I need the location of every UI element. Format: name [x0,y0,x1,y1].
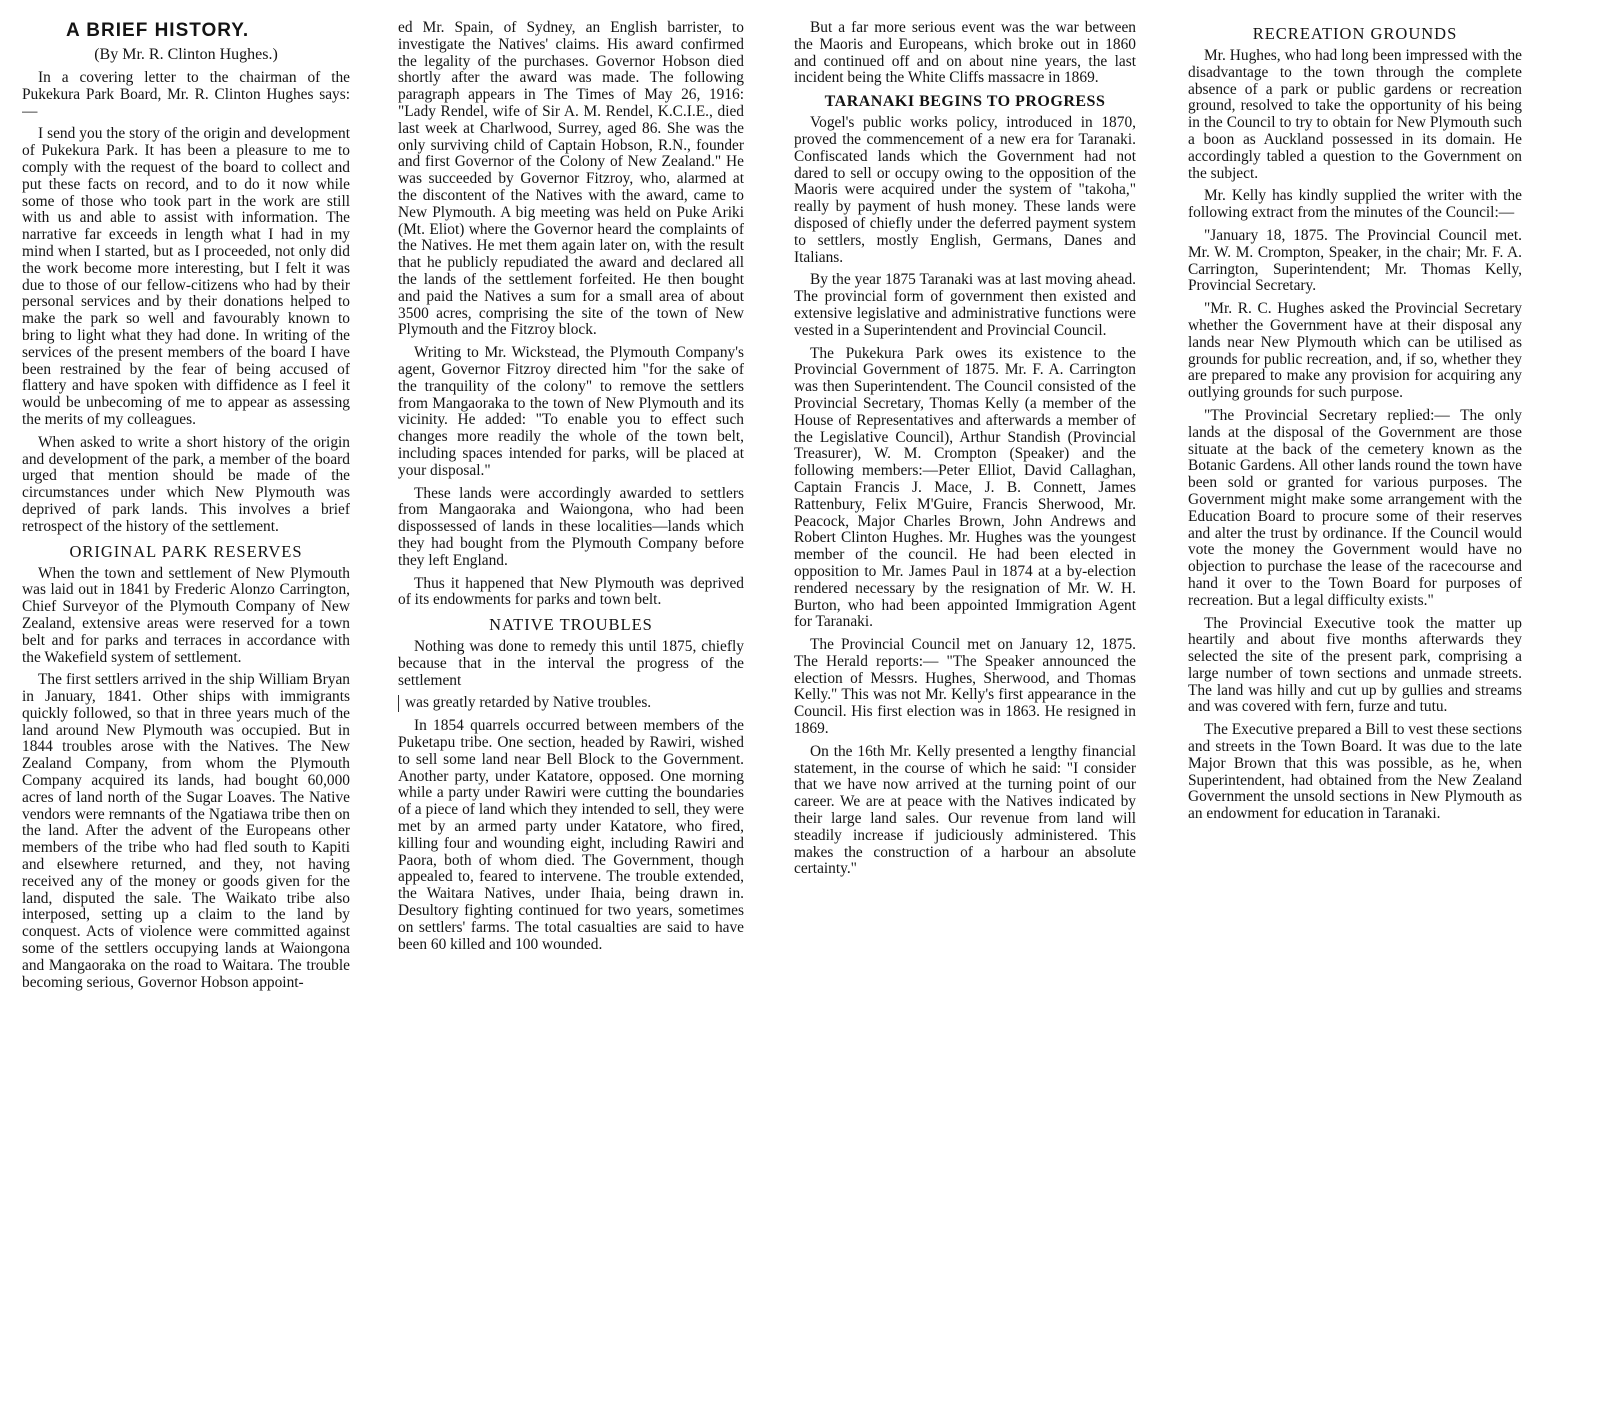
article-title: A BRIEF HISTORY. [66,20,250,41]
paragraph: Nothing was done to remedy this until 1875, chiefly because that in the interval the progress of the settlement [398,638,744,689]
paragraph: By the year 1875 Taranaki was at last moving ahead. The provincial form of government then existed and extensive legislative and administrative functions were vested in a Superintendent and Provincial Council. [794,271,1136,339]
paragraph: "January 18, 1875. The Provincial Council met. Mr. W. M. Crompton, Speaker, in the chair; Mr. F. A. Carrington, Superintendent; Mr. Thomas Kelly, Provincial Secretary. [1188,226,1522,295]
section-heading: RECREATION GROUNDS [1252,24,1458,43]
paragraph: The Pukekura Park owes its existence to the Provincial Government of 1875. Mr. F. A. Carrington was then Superintendent. The Council consisted of the Provincial Secretary, Thomas Kelly (a member of the House of Representatives and afterwards a member of the Legislative Council), Arthur Standish (Provincial Treasurer), W. M. Crompton (Speaker) and the following members:—Peter Elliot, David Callaghan, Captain Francis J. Mace, J. B. Connett, James Rattenbury, Felix M'Guire, Francis Sherwood, Mr. Peacock, Major Charles Brown, John Andrews and Robert Clinton Hughes. Mr. Hughes was the youngest member of the council. He had been elected in opposition to Mr. James Paul in 1874 at a by-election rendered necessary by the resignation of Mr. W. H. Burton, who had been appointed Immigration Agent for Taranaki. [794,344,1136,631]
paragraph: ed Mr. Spain, of Sydney, an English barrister, to investigate the Natives' claims. His award confirmed the legality of the purchases. Governor Hobson died shortly after the award was made. The following paragraph appears in The Times of May 26, 1916: "Lady Rendel, wife of Sir A. M. Rendel, K.C.I.E., died last week at Charlwood, Surrey, aged 86. She was the only surviving child of Captain Hobson, R.N., founder and first Governor of the Colony of New Zealand." He was succeeded by Governor Fitzroy, who, alarmed at the discontent of the Natives with the award, came to New Plymouth. A big meeting was held on Puke Ariki (Mt. Eliot) where the Governor heard the complaints of the Natives. He met them again later on, with the result that he publicly repudiated the award and declared all the lands of the settlement forfeited. He then bought and paid the Natives a sum for a small area of about 3500 acres, comprising the site of the town of New Plymouth and the Fitzroy block. [398,20,744,339]
paragraph: In 1854 quarrels occurred between members of the Puketapu tribe. One section, headed by Rawiri, wished to sell some land near Bell Block to the Government. Another party, under Katatore, opposed. One morning while a party under Rawiri were cutting the boundaries of a piece of land which they intended to sell, they were met by an armed party under Katatore, who fired, killing four and wounding eight, including Rawiri and Paora, both of whom died. The Government, though appealed to, feared to intervene. The trouble extended, the Waitara Natives, under Ihaia, being drawn in. Desultory fighting continued for two years, sometimes on settlers' farms. The total casualties are said to have been 60 killed and 100 wounded. [398,717,744,953]
column-4 [1188,20,1522,829]
section-heading: TARANAKI BEGINS TO PROGRESS [824,93,1106,111]
paragraph: On the 16th Mr. Kelly presented a lengthy financial statement, in the course of which he said: "I consider that we have now arrived at the turning point of our career. We are at peace with the Natives indicated by their large land sales. Our revenue from land will steadily increase if judiciously administered. This makes the construction of a harbour an absolute certainty." [794,742,1136,878]
paragraph: The Executive prepared a Bill to vest these sections and streets in the Town Board. It was due to the late Major Brown that this was possible, as he, when Superintendent, had obtained from the New Zealand Government the unsold sections in New Plymouth as an endowment for education in Taranaki. [1188,721,1522,823]
column-4-body [1188,24,1522,823]
paragraph: Vogel's public works policy, introduced in 1870, proved the commencement of a new era for Taranaki. Confiscated lands which the Government had not dared to sell or occupy owing to the opposition of the Maoris were acquired under the system of "takoha," really by payment of hush money. These lands were disposed of chiefly under the deferred payment system to settlers, mostly English, Germans, Danes and Italians. [794,114,1136,266]
paragraph: The Provincial Council met on January 12, 1875. The Herald reports:— "The Speaker announced the election of Messrs. Hughes, Sherwood, and Thomas Kelly." This was not Mr. Kelly's first appearance in the Council. His first election was in 1863. He resigned in 1869. [794,636,1136,738]
section-heading: ORIGINAL PARK RESERVES [69,541,303,561]
section-heading: NATIVE TROUBLES [489,615,653,635]
paragraph: Thus it happened that New Plymouth was deprived of its endowments for parks and town belt. [398,574,744,609]
paragraph: The first settlers arrived in the ship William Bryan in January, 1841. Other ships with immigrants quickly followed, so that in three years much of the land around New Plymouth was occupied. But in 1844 troubles arose with the Natives. The New Zealand Company, from whom the Plymouth Company acquired its lands, had bought 60,000 acres of land north of the Sugar Loaves. The Native vendors were remnants of the Ngatiawa tribe then on the land. After the advent of the Europeans other members of the tribe who had fled south to Kapiti and elsewhere returned, and they, not having received any of the money or goods given for the land, disputed the sale. The Waikato tribe also interposed, setting up a claim to the land by conquest. Acts of violence were committed against some of the settlers occupying lands at Waiongona and Mangaoraka on the road to Waitara. The trouble becoming serious, Governor Hobson appoint- [22,671,350,991]
paragraph: When asked to write a short history of the origin and development of the park, a member of the board urged that mention should be made of the circumstances under which New Plymouth was deprived of park lands. This involves a brief retrospect of the history of the settlement. [22,433,350,535]
paragraph: Mr. Hughes, who had long been impressed with the disadvantage to the town through the complete absence of a park or public gardens or recreation ground, resolved to take the opportunity of his being in the Council to try to obtain for New Plymouth such a boon as Auckland possessed in its domain. He accordingly tabled a question to the Government on the subject. [1188,47,1522,182]
column-2 [398,20,744,959]
paragraph: Writing to Mr. Wickstead, the Plymouth Company's agent, Governor Fitzroy directed him "for the sake of the tranquility of the colony" to remove the settlers from Mangaoraka to the town of New Plymouth and its vicinity. He added: "To enable you to effect such changes more readily the whole of the town belt, including spaces intended for parks, will be placed at your disposal." [398,344,744,479]
paragraph: was greatly retarded by Native troubles. [398,695,744,712]
column-1-body [22,70,350,991]
paragraph: These lands were accordingly awarded to settlers from Mangaoraka and Waiongona, who had been dispossessed of lands in these localities—lands which they had bought from the Plymouth Company before they left England. [398,484,744,569]
paragraph: Mr. Kelly has kindly supplied the writer with the following extract from the minutes of the Council:— [1188,187,1522,222]
column-3-body [794,20,1136,878]
paragraph: "Mr. R. C. Hughes asked the Provincial Secretary whether the Government have at their disposal any lands near New Plymouth which can be utilised as grounds for public recreation, and, if so, whether they are prepared to make any provision for acquiring any outlying grounds for such purpose. [1188,300,1522,402]
paragraph: I send you the story of the origin and development of Pukekura Park. It has been a pleasure to me to comply with the request of the board to collect and put these facts on record, and to do it now while some of those who took part in the work are still with us and able to assist with information. The narrative far exceeds in length what I had in my mind when I started, but as I proceeded, not only did the work become more interesting, but I felt it was due to those of our fellow-citizens who had by their personal services and by their donations helped to make the park so well and favourably known to bring to light what they had done. In writing of the services of the present members of the board I have been restrained by the fear of being accused of flattery and have spoken with diffidence as I feel it would be unbecoming of me to appear as assessing the merits of my colleagues. [22,125,350,428]
byline: (By Mr. R. Clinton Hughes.) [94,46,278,63]
paragraph: The Provincial Executive took the matter up heartily and about five months afterwards they selected the site of the present park, comprising a large number of town sections and unmade streets. The land was hilly and cut up by gullies and streams and was covered with fern, furze and tutu. [1188,614,1522,716]
column-3 [794,20,1136,884]
paragraph: "The Provincial Secretary replied:— The only lands at the disposal of the Government are those situate at the back of the cemetery known as the Botanic Gardens. All other lands round the town have been sold or granted for various purposes. The Government might make some arrangement with the Education Board to procure some of their reserves and alter the trust by ordinance. If the Council would vote the money the Government would have no objection to purchase the lease of the racecourse and hand it over to the Town Board for purposes of recreation. But a legal difficulty exists." [1188,406,1522,609]
column-2-body [398,20,744,953]
column-1 [22,20,350,997]
paragraph: But a far more serious event was the war between the Maoris and Europeans, which broke out in 1860 and continued off and on about nine years, the last incident being the White Cliffs massacre in 1869. [794,20,1136,87]
paragraph: When the town and settlement of New Plymouth was laid out in 1841 by Frederic Alonzo Carrington, Chief Surveyor of the Plymouth Company of New Zealand, extensive areas were reserved for a town belt and for parks and terraces in accordance with the Wakefield system of settlement. [22,564,350,666]
paragraph: In a covering letter to the chairman of the Pukekura Park Board, Mr. R. Clinton Hughes says:— [22,69,350,120]
